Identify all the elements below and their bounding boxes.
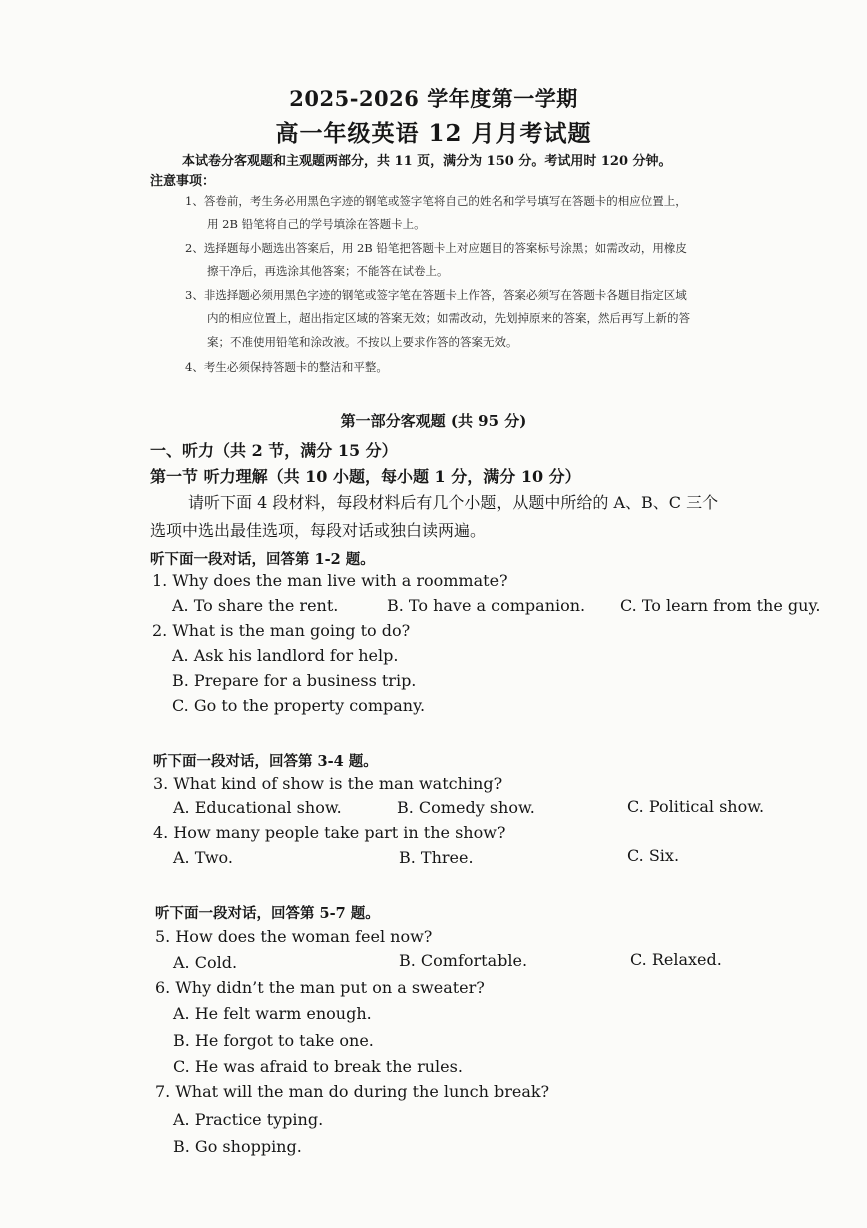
notice-1-line-2: 用 2B 铅笔将自己的学号填涂在答题卡上。 bbox=[207, 217, 426, 231]
question-2-option-a: A. Ask his landlord for help. bbox=[172, 646, 399, 665]
instruction-line-1: 请听下面 4 段材料，每段材料后有几个小题，从题中所给的 A、B、C 三个 bbox=[188, 493, 719, 512]
listening-section-heading: 一、听力（共 2 节，满分 15 分） bbox=[150, 441, 398, 460]
dialog-1-heading: 听下面一段对话，回答第 1-2 题。 bbox=[150, 551, 375, 568]
question-3-stem: 3. What kind of show is the man watching? bbox=[153, 774, 503, 793]
notice-2-line-1: 2、选择题每小题选出答案后，用 2B 铅笔把答题卡上对应题目的答案标号涂黑；如需改动，用橡皮 bbox=[185, 241, 687, 255]
question-5-option-a: A. Cold. bbox=[173, 953, 238, 972]
part-one-title: 第一部分客观题 (共 95 分) bbox=[340, 412, 527, 430]
question-1-option-b: B. To have a companion. bbox=[387, 596, 586, 615]
notice-3-line-3: 案；不准使用铅笔和涂改液。不按以上要求作答的答案无效。 bbox=[207, 335, 518, 349]
question-4-option-a: A. Two. bbox=[173, 848, 233, 867]
question-7-option-b: B. Go shopping. bbox=[173, 1137, 302, 1156]
question-7-stem: 7. What will the man do during the lunch break? bbox=[155, 1082, 550, 1101]
exam-info: 本试卷分客观题和主观题两部分，共 11 页，满分为 150 分。考试用时 120 分钟。 bbox=[182, 154, 672, 169]
question-3-option-c: C. Political show. bbox=[627, 797, 765, 816]
question-6-option-c: C. He was afraid to break the rules. bbox=[173, 1057, 463, 1076]
notice-heading: 注意事项： bbox=[150, 174, 216, 189]
question-4-option-b: B. Three. bbox=[399, 848, 474, 867]
question-2-stem: 2. What is the man going to do? bbox=[152, 621, 411, 640]
question-5-option-b: B. Comfortable. bbox=[399, 951, 528, 970]
notice-3-line-1: 3、非选择题必须用黑色字迹的钢笔或签字笔在答题卡上作答，答案必须写在答题卡各题目指定区域 bbox=[185, 288, 687, 302]
notice-1-line-1: 1、答卷前，考生务必用黑色字迹的钢笔或签字笔将自己的姓名和学号填写在答题卡的相应位置上， bbox=[185, 194, 687, 208]
question-7-option-a: A. Practice typing. bbox=[173, 1110, 324, 1129]
question-2-option-c: C. Go to the property company. bbox=[172, 696, 426, 715]
notice-3-line-2: 内的相应位置上，超出指定区域的答案无效；如需改动，先划掉原来的答案，然后再写上新的答 bbox=[207, 311, 690, 325]
exam-title-subject: 高一年级英语 12 月月考试题 bbox=[275, 120, 592, 147]
question-1-stem: 1. Why does the man live with a roommate? bbox=[152, 571, 508, 590]
question-3-option-a: A. Educational show. bbox=[173, 798, 342, 817]
question-1-option-a: A. To share the rent. bbox=[172, 596, 339, 615]
question-4-stem: 4. How many people take part in the show? bbox=[153, 823, 506, 842]
listening-subsection-heading: 第一节 听力理解（共 10 小题，每小题 1 分，满分 10 分） bbox=[150, 467, 581, 486]
notice-4-line-1: 4、考生必须保持答题卡的整洁和平整。 bbox=[185, 360, 388, 374]
question-1-option-c: C. To learn from the guy. bbox=[620, 596, 821, 615]
question-4-option-c: C. Six. bbox=[627, 846, 680, 865]
question-6-option-b: B. He forgot to take one. bbox=[173, 1031, 374, 1050]
dialog-3-heading: 听下面一段对话，回答第 5-7 题。 bbox=[155, 905, 380, 922]
instruction-line-2: 选项中选出最佳选项，每段对话或独白读两遍。 bbox=[150, 521, 487, 540]
question-6-stem: 6. Why didn’t the man put on a sweater? bbox=[155, 978, 485, 997]
question-5-stem: 5. How does the woman feel now? bbox=[155, 927, 433, 946]
exam-title-term: 2025-2026 学年度第一学期 bbox=[289, 86, 578, 111]
question-3-option-b: B. Comedy show. bbox=[397, 798, 535, 817]
question-2-option-b: B. Prepare for a business trip. bbox=[172, 671, 417, 690]
dialog-2-heading: 听下面一段对话，回答第 3-4 题。 bbox=[153, 753, 378, 770]
question-5-option-c: C. Relaxed. bbox=[630, 950, 722, 969]
notice-2-line-2: 擦干净后，再选涂其他答案；不能答在试卷上。 bbox=[207, 264, 449, 278]
question-6-option-a: A. He felt warm enough. bbox=[173, 1004, 372, 1023]
